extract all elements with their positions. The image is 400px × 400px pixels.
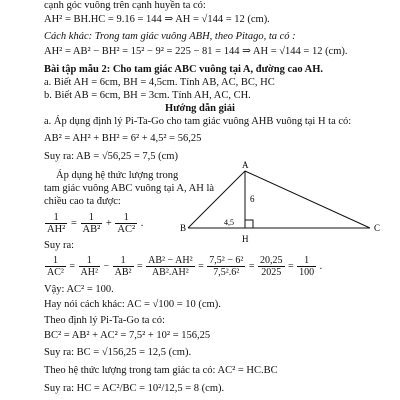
label-ah-length: 6 [250, 194, 255, 204]
right-angle-mark [245, 220, 253, 228]
equation-line: Suy ra: HC = AC²/BC = 10²/12,5 = 8 (cm). [44, 383, 225, 394]
exercise-part-b: b. Biết AB = 6cm, BH = 3cm. Tính AH, AC, CH. [44, 90, 251, 101]
text-line: Suy ra: [44, 240, 75, 251]
exercise-title: Bài tập mẫu 2: Cho tam giác ABC vuông tại A, đường cao AH. [44, 64, 324, 75]
label-c: C [374, 223, 381, 233]
text-line: a. Áp dụng định lý Pi-Ta-Go cho tam giác vuông AHB vuông tại H ta có: [44, 116, 352, 127]
triangle-figure [180, 160, 390, 280]
equation-line: BC² = AB² + AC² = 7,5² + 10² = 156,25 [44, 330, 211, 341]
side-ac [245, 171, 370, 228]
text-line: Áp dụng hệ thức lượng trong [56, 170, 179, 181]
text-line: Vậy: AC² = 100. [44, 284, 114, 295]
fraction: $\frac{1}{\text{AB²}}$ [82, 212, 101, 235]
equation-line: AB² = AH² + BH² = 6² + 4,5² = 56,25 [44, 133, 202, 144]
equation-line: AH² = AB² − BH² = 15² − 9² = 225 − 81 = 144 ⇒ AH = √144 = 12 (cm). [44, 46, 348, 57]
fraction: $\frac{1}{\text{AH²}}$ [47, 212, 66, 235]
equation-line: AH² = BH.HC = 9.16 = 144 ⇒ AH = √144 = 12 (cm). [44, 14, 270, 25]
text-line: cạnh góc vuông trên cạnh huyền ta có: [44, 0, 206, 11]
label-b: B [180, 223, 187, 233]
label-a: A [242, 160, 249, 170]
text-line: tam giác vuông ABC vuông tại A, AH là [44, 183, 215, 194]
equation-line: Suy ra: BC = √156,25 = 12,5 (cm). [44, 347, 192, 358]
section-heading: Hướng dẫn giải [165, 103, 235, 114]
fraction: $\frac{1}{\text{AC²}}$ [117, 212, 136, 235]
equation-line: Suy ra: AB = √56,25 = 7,5 (cm) [44, 151, 178, 162]
label-h: H [242, 234, 249, 244]
exercise-part-a: a. Biết AH = 6cm, BH = 4,5cm. Tính AB, AC, BC, HC [44, 77, 275, 88]
text-line: chiều cao ta được: [44, 196, 121, 207]
fraction-equation: $\frac{1}{\text{AH²}}$ = $\frac{1}{\text{AB²}}$ + $\frac{1}{\text{AC²}}$ . [47, 212, 144, 235]
text-line: Hay nói cách khác: AC = √100 = 10 (cm). [44, 299, 221, 310]
text-line: Theo định lý Pi-Ta-Go ta có: [44, 315, 165, 326]
equation-line: Theo hệ thức lượng trong tam giác ta có: AC² = HC.BC [44, 365, 278, 376]
side-ab [188, 171, 245, 228]
text-line: Cách khác: Trong tam giác vuông ABH, theo Pitago, ta có : [44, 31, 296, 42]
label-bh-length: 4,5 [224, 218, 234, 227]
fraction-equation: $\frac{1}{\text{AC²}}$ = $\frac{1}{\text{AH²}}$ − $\frac{1}{\text{AB²}}$ = $\frac{\text{AB² − AH²}}{\text{AB².AH²}}$ = $\frac{\text{7,5² − 6²}}{\text{7,5².6²}}$ = $\frac{20,25}{2025}$ = $\frac{1}{100}$ . [47, 255, 323, 278]
